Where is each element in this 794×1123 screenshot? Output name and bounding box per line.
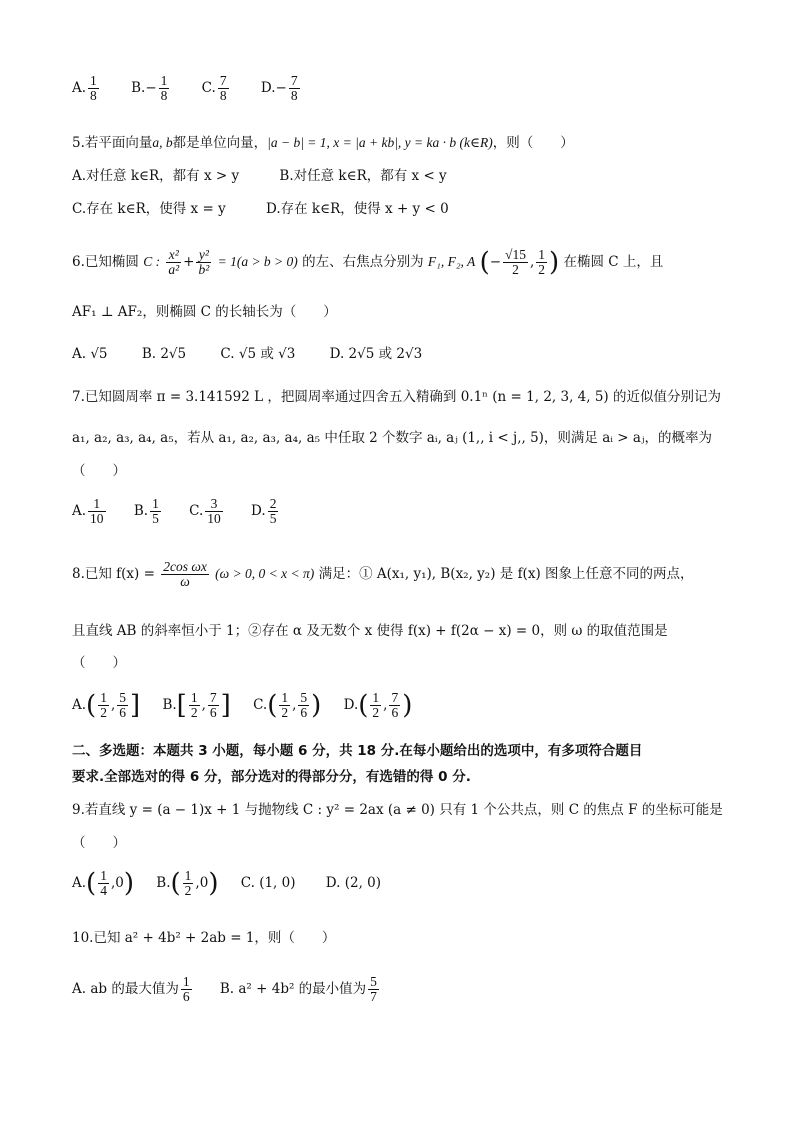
- q10-options: [72, 975, 381, 1004]
- q9-option-b: B.( $\frac{1}{2}$ ,0): [156, 868, 219, 899]
- q4-options: [72, 74, 302, 103]
- q6-option-a: A. √5: [72, 346, 108, 362]
- q8-line2: 且直线 AB 的斜率恒小于 1；②存在 α 及无数个 x 使得 f(x) + f(2α − x) = 0，则 ω 的取值范围是: [72, 623, 668, 639]
- q5-option-a: A.对任意 k∈R，都有 x > y: [72, 168, 240, 184]
- q9-option-c: C. (1, 0): [240, 875, 296, 892]
- q4-option-b: B.− $\frac{1}{8}$: [131, 73, 168, 104]
- q8-line3: （ ）: [72, 655, 126, 671]
- q7-option-d: D. $\frac{2}{5}$: [251, 496, 277, 527]
- q5-option-b: B.对任意 k∈R，都有 x < y: [279, 168, 447, 184]
- q7-line2: a₁, a₂, a₃, a₄, a₅，若从 a₁, a₂, a₃, a₄, a₅ 中任取 2 个数字 aᵢ, aⱼ (1,, i < j,, 5)，则满足 aᵢ > aⱼ，的概率为: [72, 430, 712, 446]
- q8-stem: 8.已知 f(x) = $\frac{\text{2cos ωx}}{\omega}$ (ω > 0, 0 < x < π) 满足：① A(x₁, y₁), B(x₂, y₂) 是 f(x) 图象上任意不同的两点，: [72, 559, 694, 590]
- q6-options: [72, 348, 422, 362]
- q8-option-d: D.( $\frac{1}{2}$ , $\frac{7}{6}$ ): [343, 690, 413, 721]
- q9-option-d: D. (2, 0): [325, 875, 382, 892]
- q10-option-b: B. a² + 4b² 的最小值为 $\frac{5}{7}$: [219, 974, 377, 1005]
- q7-line3: （ ）: [72, 463, 126, 479]
- section-heading-line2: 要求.全部选对的得 6 分，部分选对的得部分分，有选错的得 0 分.: [72, 769, 471, 785]
- q5-options-ab: [72, 170, 447, 184]
- q9-line1: 9.若直线 y = (a − 1)x + 1 与抛物线 C : y² = 2ax (a ≠ 0) 只有 1 个公共点，则 C 的焦点 F 的坐标可能是: [72, 802, 723, 818]
- q7-option-b: B. $\frac{1}{5}$: [133, 496, 159, 527]
- q7-line1: 7.已知圆周率 π = 3.141592 L ，把圆周率通过四舍五入精确到 0.1ⁿ (n = 1, 2, 3, 4, 5) 的近似值分别记为: [72, 389, 721, 405]
- q4-option-d: D.− $\frac{7}{8}$: [260, 73, 298, 104]
- q5-option-d: D.存在 k∈R，使得 x + y < 0: [266, 201, 449, 217]
- q8-option-b: B.[ $\frac{1}{2}$ , $\frac{7}{6}$ ]: [162, 690, 231, 721]
- q5-options-cd: [72, 203, 449, 217]
- q4-option-a: A. $\frac{1}{8}$: [72, 73, 97, 104]
- q6-line2: AF₁ ⊥ AF₂，则椭圆 C 的长轴长为（ ）: [72, 304, 337, 320]
- q9-options: [72, 869, 381, 898]
- q8-option-c: C.( $\frac{1}{2}$ , $\frac{5}{6}$ ): [253, 690, 322, 721]
- q6-stem: 6.已知椭圆 C : $\frac{\text{x²}}{\text{a²}}$ + $\frac{\text{y²}}{\text{b²}}$ = 1(a > b > 0) 的左、右焦点分别为 F₁, F₂, A (− $\frac{√15}{2}$ , $\frac{1}{2}$ ) 在椭圆 C 上，且: [72, 247, 664, 278]
- q7-option-c: C. $\frac{3}{10}$: [189, 496, 221, 527]
- q6-option-c: C. √5 或 √3: [220, 346, 296, 362]
- q8-options: [72, 691, 412, 720]
- q6-option-b: B. 2√5: [141, 346, 187, 362]
- q10-line1: 10.已知 a² + 4b² + 2ab = 1，则（ ）: [72, 930, 336, 946]
- q9-option-a: A.( $\frac{1}{4}$ ,0): [72, 868, 134, 899]
- q6-option-d: D. 2√5 或 2√3: [329, 346, 423, 362]
- section-heading-line1: 二、多选题：本题共 3 小题，每小题 6 分，共 18 分.在每小题给出的选项中，有多项符合题目: [72, 743, 643, 759]
- q7-option-a: A. $\frac{1}{10}$: [72, 496, 104, 527]
- q4-option-c: C. $\frac{7}{8}$: [201, 73, 227, 104]
- q5-option-c: C.存在 k∈R，使得 x = y: [72, 201, 226, 217]
- q5-stem: 5.若平面向量a, b都是单位向量，|a − b| = 1, x = |a + kb|, y = ka · b (k∈R)，则（ ）: [72, 135, 574, 151]
- q7-options: [72, 497, 280, 526]
- q8-option-a: A.( $\frac{1}{2}$ , $\frac{5}{6}$ ]: [72, 690, 141, 721]
- q9-line2: （ ）: [72, 835, 126, 851]
- q10-option-a: A. ab 的最大值为 $\frac{1}{6}$: [72, 974, 190, 1005]
